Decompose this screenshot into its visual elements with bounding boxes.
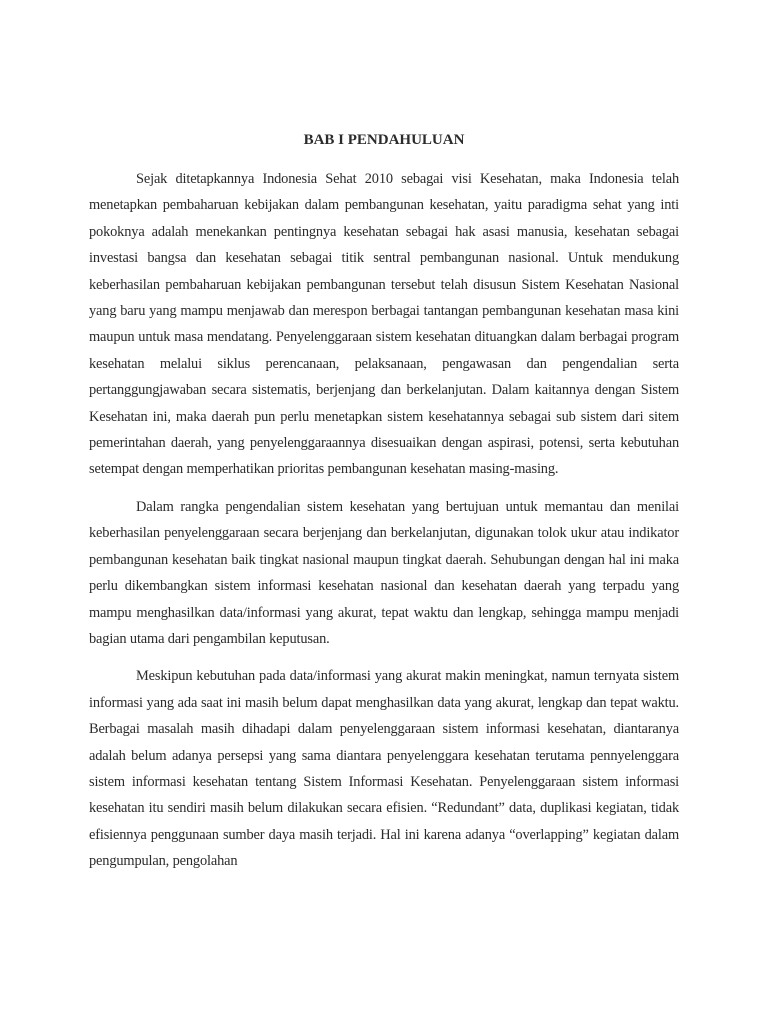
paragraph-1: Sejak ditetapkannya Indonesia Sehat 2010 sebagai visi Kesehatan, maka Indonesia telah menetapkan pembaharuan kebijakan dalam pembangunan kesehatan, yaitu paradigma sehat yang inti pokoknya adalah menekankan pentingnya kesehatan sebagai hak asasi manusia, kesehatan sebagai investasi bangsa dan kesehatan sebagai titik sentral pembangunan nasional. Untuk mendukung keberhasilan pembaharuan kebijakan pembangunan tersebut telah disusun Sistem Kesehatan Nasional yang baru yang mampu menjawab dan merespon berbagai tantangan pembangunan kesehatan masa kini maupun untuk masa mendatang. Penyelenggaraan sistem kesehatan dituangkan dalam berbagai program kesehatan melalui siklus perencanaan, pelaksanaan, pengawasan dan pengendalian serta pertanggungjawaban secara sistematis, berjenjang dan berkelanjutan. Dalam kaitannya dengan Sistem Kesehatan ini, maka daerah pun perlu menetapkan sistem kesehatannya sebagai sub sistem dari sitem pemerintahan daerah, yang penyelenggaraannya disesuaikan dengan aspirasi, potensi, serta kebutuhan setempat dengan memperhatikan prioritas pembangunan kesehatan masing-masing.	[89, 171, 679, 478]
document-body	[89, 130, 679, 886]
paragraph-3: Meskipun kebutuhan pada data/informasi yang akurat makin meningkat, namun ternyata sistem informasi yang ada saat ini masih belum dapat menghasilkan data yang akurat, lengkap dan tepat waktu. Berbagai masalah masih dihadapi dalam penyelenggaraan sistem informasi kesehatan, diantaranya adalah belum adanya persepsi yang sama diantara penyelenggara kesehatan terutama pennyelenggara sistem informasi kesehatan tentang Sistem Informasi Kesehatan. Penyelenggaraan sistem informasi kesehatan itu sendiri masih belum dilakukan secara efisien. “Redundant” data, duplikasi kegiatan, tidak efisiennya penggunaan sumber daya masih terjadi. Hal ini karena adanya “overlapping” kegiatan dalam pengumpulan, pengolahan	[89, 668, 679, 870]
chapter-title: BAB I PENDAHULUAN	[303, 132, 465, 148]
paragraph-2: Dalam rangka pengendalian sistem kesehatan yang bertujuan untuk memantau dan menilai keberhasilan penyelenggaraan secara berjenjang dan berkelanjutan, digunakan tolok ukur atau indikator pembangunan kesehatan baik tingkat nasional maupun tingkat daerah. Sehubungan dengan hal ini maka perlu dikembangkan sistem informasi kesehatan nasional dan kesehatan daerah yang terpadu yang mampu menghasilkan data/informasi yang akurat, tepat waktu dan lengkap, sehingga mampu menjadi bagian utama dari pengambilan keputusan.	[89, 498, 679, 647]
